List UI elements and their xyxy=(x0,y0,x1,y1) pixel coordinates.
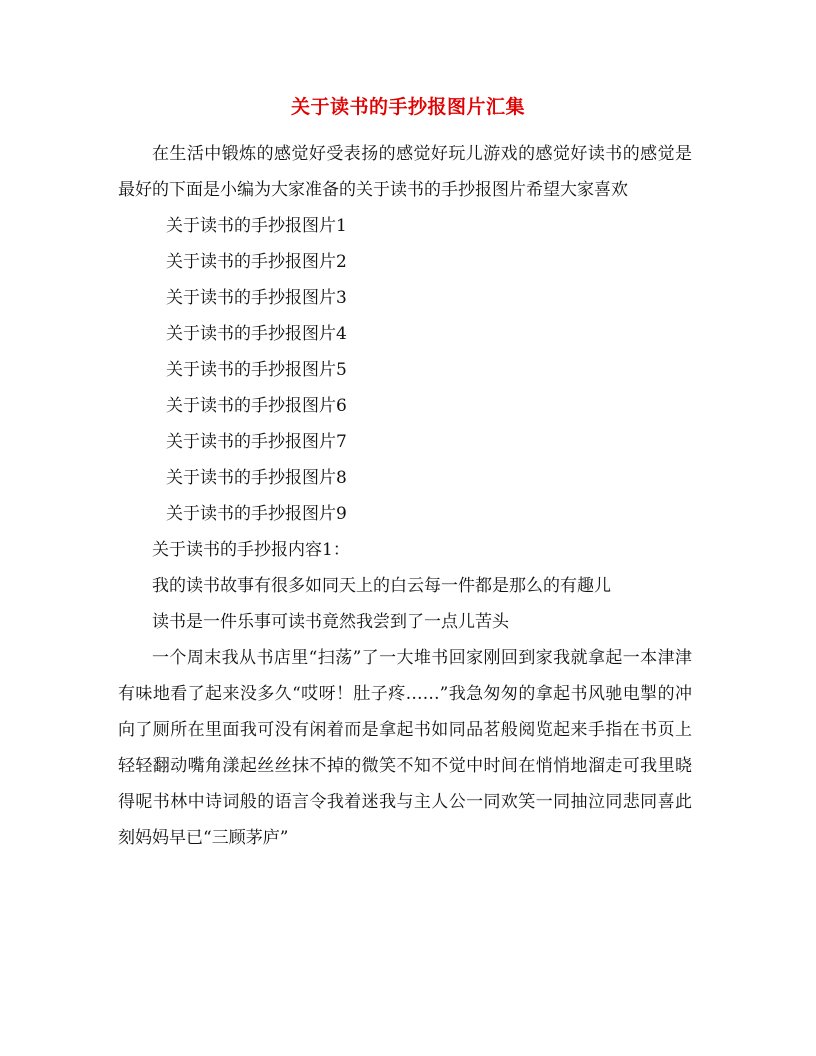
document-title: 关于读书的手抄报图片汇集 xyxy=(290,96,525,118)
document-body xyxy=(118,136,692,856)
image-list xyxy=(118,208,692,532)
content-paragraph: 读书是一件乐事可读书竟然我尝到了一点儿苦头 xyxy=(152,612,509,632)
intro-paragraph: 在生活中锻炼的感觉好受表扬的感觉好玩儿游戏的感觉好读书的感觉是最好的下面是小编为大家准备的关于读书的手抄报图片希望大家喜欢 xyxy=(118,144,692,200)
list-item: 关于读书的手抄报图片3 xyxy=(166,288,347,308)
content-heading: 关于读书的手抄报内容1： xyxy=(152,540,350,560)
list-item: 关于读书的手抄报图片2 xyxy=(166,252,347,272)
list-item: 关于读书的手抄报图片1 xyxy=(166,216,347,236)
list-item: 关于读书的手抄报图片6 xyxy=(166,396,347,416)
list-item: 关于读书的手抄报图片9 xyxy=(166,504,347,524)
content-paragraph: 我的读书故事有很多如同天上的白云每一件都是那么的有趣儿 xyxy=(152,576,611,596)
content-paragraph: 一个周末我从书店里“扫荡”了一大堆书回家刚回到家我就拿起一本津津有味地看了起来没多久“哎呀！肚子疼……”我急匆匆的拿起书风驰电掣的冲向了厕所在里面我可没有闲着而是拿起书如同品茗般阅览起来手指在书页上轻轻翻动嘴角漾起丝丝抹不掉的微笑不知不觉中时间在悄悄地溜走可我里晓得呢书林中诗词般的语言令我着迷我与主人公一同欢笑一同抽泣同悲同喜此刻妈妈早已“三顾茅庐” xyxy=(118,648,692,848)
list-item: 关于读书的手抄报图片5 xyxy=(166,360,347,380)
list-item: 关于读书的手抄报图片4 xyxy=(166,324,347,344)
list-item: 关于读书的手抄报图片8 xyxy=(166,468,347,488)
list-item: 关于读书的手抄报图片7 xyxy=(166,432,347,452)
